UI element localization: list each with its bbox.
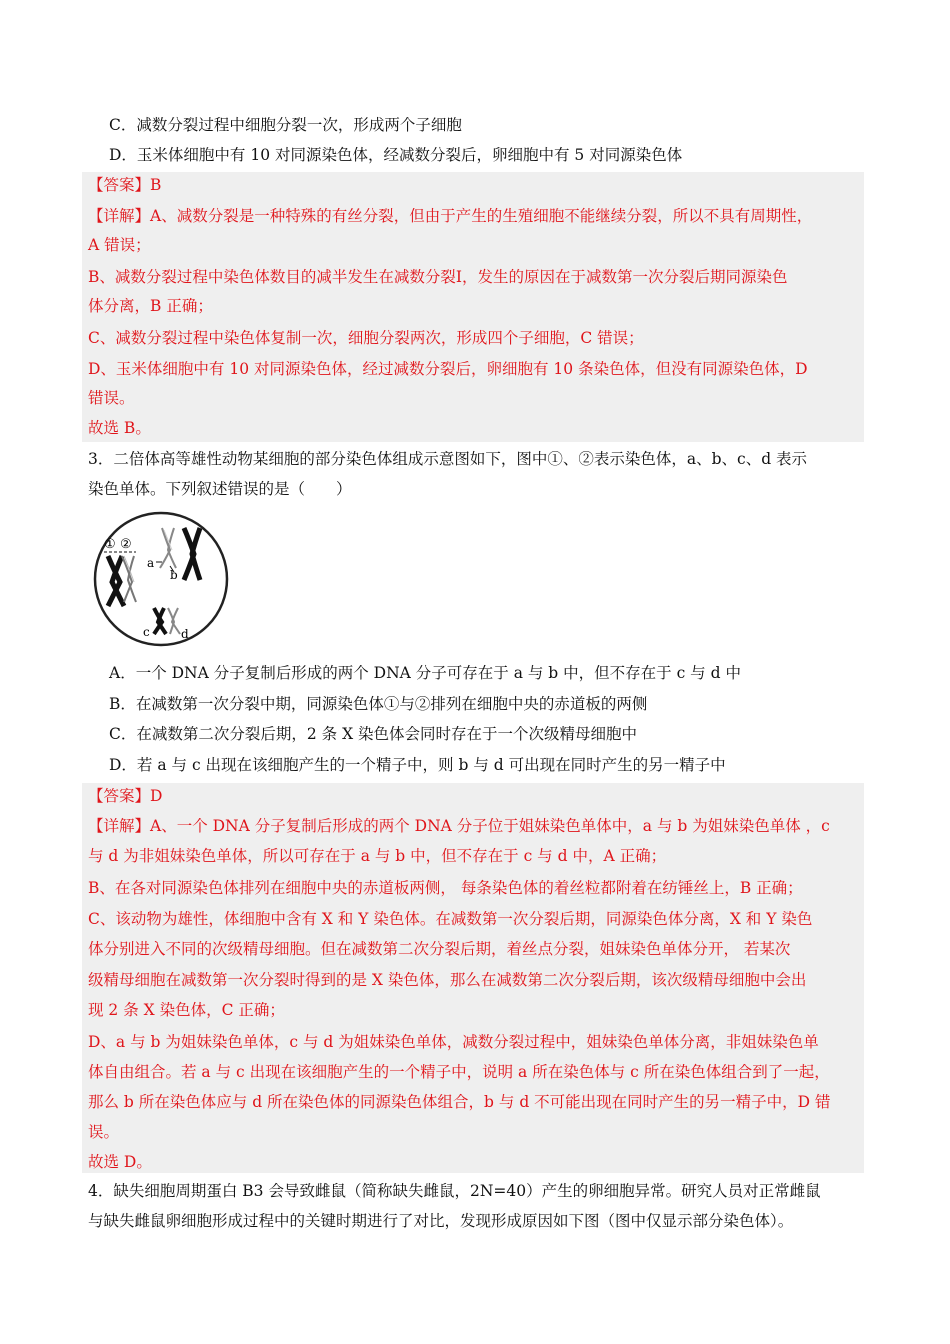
q2-option-c: C．减数分裂过程中细胞分裂一次，形成两个子细胞 [109, 116, 462, 134]
q2-answer-box [82, 172, 864, 442]
q2-detail-line: 【详解】A、减数分裂是一种特殊的有丝分裂，但由于产生的生殖细胞不能继续分裂，所以不具有周期性， [88, 207, 813, 225]
q4-stem-line: 与缺失雌鼠卵细胞形成过程中的关键时期进行了对比，发现形成原因如下图（图中仅显示部分染色体）。 [88, 1212, 794, 1230]
q2-detail-line: C、减数分裂过程中染色体复制一次，细胞分裂两次，形成四个子细胞，C 错误； [88, 329, 644, 347]
q3-detail-line: 级精母细胞在减数第一次分裂时得到的是 X 染色体，那么在减数第二次分裂后期，该次级精母细胞中会出 [88, 971, 807, 989]
label-c: c [143, 625, 150, 639]
q3-option-a: A．一个 DNA 分子复制后形成的两个 DNA 分子可存在于 a 与 b 中，但不存在于 c 与 d 中 [109, 664, 741, 682]
q3-detail-line: 【详解】A、一个 DNA 分子复制后形成的两个 DNA 分子位于姐妹染色单体中，a 与 b 为姐妹染色单体 ，c [88, 817, 830, 835]
q2-detail-line: 体分离，B 正确； [88, 297, 213, 315]
chromosome-d [168, 608, 180, 634]
label-d: d [181, 627, 189, 641]
label-b: b [170, 568, 178, 582]
q3-detail-line: 那么 b 所在染色体应与 d 所在染色体的同源染色体组合，b 与 d 不可能出现在同时产生的另一精子中，D 错 [88, 1093, 831, 1111]
q3-detail-line: C、该动物为雄性，体细胞中含有 X 和 Y 染色体。在减数第一次分裂后期，同源染色体分离，X 和 Y 染色 [88, 910, 813, 928]
label-a: a [147, 556, 155, 570]
q3-answer: 【答案】D [88, 787, 163, 805]
q3-stem-line: 染色单体。下列叙述错误的是（ ） [88, 480, 352, 498]
q3-answer-box [82, 783, 864, 1173]
chromosome-dark-large [184, 528, 200, 580]
q2-detail-line: B、减数分裂过程中染色体数目的减半发生在减数分裂Ⅰ，发生的原因在于减数第一次分裂后期同源染色 [88, 268, 788, 286]
cell-chromosome-figure [92, 510, 232, 650]
q3-detail-line: D、a 与 b 为姐妹染色单体，c 与 d 为姐妹染色单体，减数分裂过程中，姐妹染色单体分离，非姐妹染色单 [88, 1033, 819, 1051]
chromosome-1 [108, 556, 124, 606]
q2-option-d: D．玉米体细胞中有 10 对同源染色体，经减数分裂后，卵细胞中有 5 对同源染色体 [109, 146, 683, 164]
chromosome-c [154, 608, 166, 634]
q3-stem-line: 3．二倍体高等雄性动物某细胞的部分染色体组成示意图如下，图中①、②表示染色体，a、b、c、d 表示 [88, 450, 808, 468]
chromosome-ab [160, 528, 176, 568]
q3-option-d: D．若 a 与 c 出现在该细胞产生的一个精子中，则 b 与 d 可出现在同时产生的另一精子中 [109, 756, 726, 774]
q3-option-c: C．在减数第二次分裂后期，2 条 X 染色体会同时存在于一个次级精母细胞中 [109, 725, 638, 743]
q2-detail-line: A 错误； [88, 236, 151, 254]
chromosome-2 [122, 556, 136, 602]
q2-detail-line: 故选 B。 [88, 419, 151, 437]
q3-option-b: B．在减数第一次分裂中期，同源染色体①与②排列在细胞中央的赤道板的两侧 [109, 695, 648, 713]
q3-detail-line: 体分别进入不同的次级精母细胞。但在减数第二次分裂后期，着丝点分裂，姐妹染色单体分开， 若某次 [88, 940, 791, 958]
q3-detail-line: 故选 D。 [88, 1153, 152, 1171]
q3-detail-line: 现 2 条 X 染色体，C 正确； [88, 1001, 285, 1019]
q2-answer: 【答案】B [88, 176, 162, 194]
q3-detail-line: B、在各对同源染色体排列在细胞中央的赤道板两侧， 每条染色体的着丝粒都附着在纺锤丝上，B 正确； [88, 879, 803, 897]
q3-detail-line: 体自由组合。若 a 与 c 出现在该细胞产生的一个精子中，说明 a 所在染色体与 c 所在染色体组合到了一起， [88, 1063, 830, 1081]
q4-stem-line: 4．缺失细胞周期蛋白 B3 会导致雌鼠（简称缺失雌鼠，2N=40）产生的卵细胞异常。研究人员对正常雌鼠 [88, 1182, 821, 1200]
q3-detail-line: 误。 [88, 1123, 120, 1141]
q3-detail-line: 与 d 为非姐妹染色单体，所以可存在于 a 与 b 中，但不存在于 c 与 d 中，A 正确； [88, 847, 667, 865]
label-two: ② [120, 537, 132, 552]
label-one: ① [104, 537, 116, 552]
q2-detail-line: D、玉米体细胞中有 10 对同源染色体，经过减数分裂后，卵细胞有 10 条染色体，但没有同源染色体，D [88, 360, 808, 378]
q2-detail-line: 错误。 [88, 389, 135, 407]
